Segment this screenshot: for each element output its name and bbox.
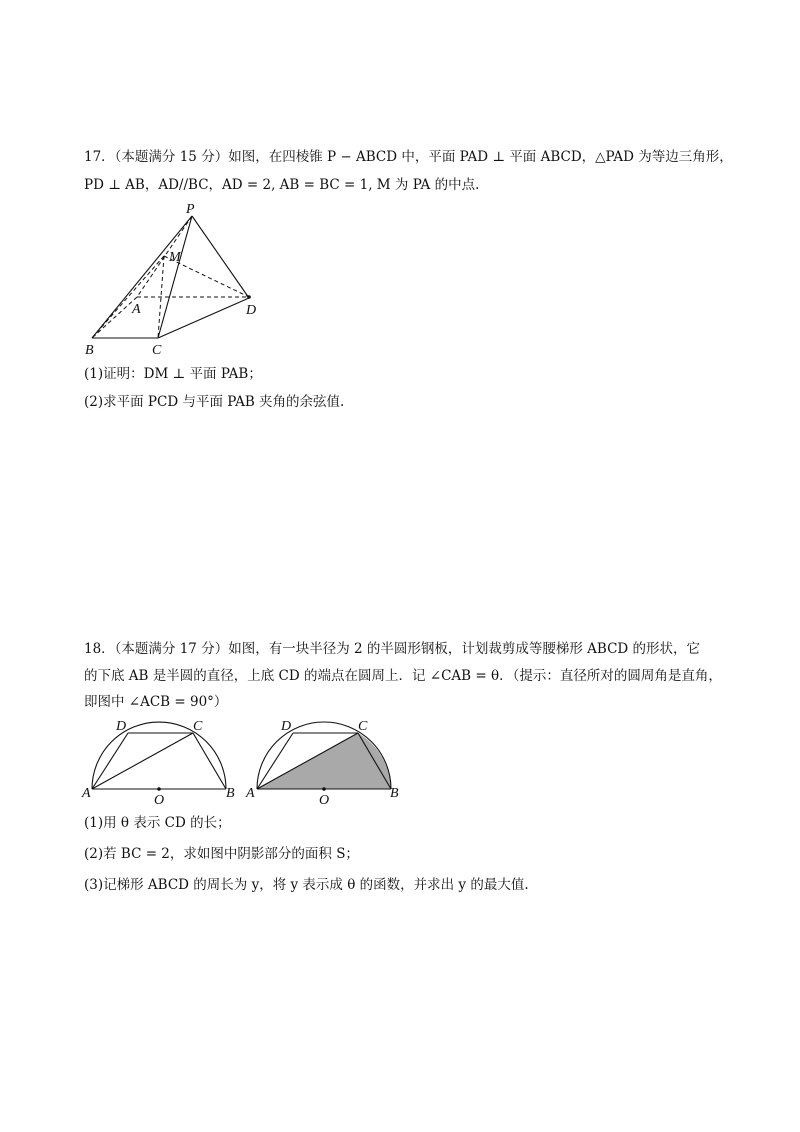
q18-semicircle-figures — [80, 716, 410, 811]
label-D-left: D — [116, 719, 127, 734]
q18-part2: (2)若 BC = 2，求如图中阴影部分的面积 S； — [84, 846, 359, 862]
label-B: B — [85, 343, 94, 358]
label-O-right: O — [319, 793, 330, 808]
label-C-right: C — [358, 719, 368, 734]
label-D: D — [246, 303, 257, 318]
label-O-left: O — [154, 793, 165, 808]
label-A-right: A — [246, 786, 255, 801]
label-D-right: D — [281, 719, 292, 734]
label-B-left: B — [226, 786, 235, 801]
q18-figure-right — [245, 719, 399, 808]
q17-pyramid-figure — [80, 200, 280, 360]
label-C: C — [152, 343, 162, 358]
label-C-left: C — [193, 719, 203, 734]
q18-stem-line1: 18．（本题满分 17 分）如图，有一块半径为 2 的半圆形钢板，计划裁剪成等腰梯形 ABCD 的形状，它 — [84, 641, 701, 657]
label-A-left: A — [82, 786, 91, 801]
q18-stem-line3: 即图中 ∠ACB = 90°） — [84, 694, 228, 710]
q18-part1: (1)用 θ 表示 CD 的长； — [84, 815, 231, 831]
q17-stem-line2: PD ⊥ AB，AD//BC，AD = 2, AB = BC = 1, M 为 PA 的中点. — [84, 177, 480, 193]
label-A: A — [132, 302, 141, 317]
q17-part1: (1)证明：DM ⊥ 平面 PAB； — [84, 366, 262, 382]
q17-part2: (2)求平面 PCD 与平面 PAB 夹角的余弦值. — [84, 394, 345, 410]
label-B-right: B — [390, 786, 399, 801]
q18-part3: (3)记梯形 ABCD 的周长为 y，将 y 表示成 θ 的函数，并求出 y 的最大值. — [84, 877, 529, 893]
q18-stem-line2: 的下底 AB 是半圆的直径，上底 CD 的端点在圆周上．记 ∠CAB = θ．（提示：直径所对的圆周角是直角， — [84, 668, 722, 684]
q17-stem-line1: 17．（本题满分 15 分）如图，在四棱锥 P − ABCD 中，平面 PAD ⊥ 平面 ABCD，△PAD 为等边三角形， — [84, 149, 733, 165]
q18-figure-left — [81, 719, 235, 808]
label-M: M — [169, 250, 181, 265]
label-P: P — [186, 202, 195, 217]
